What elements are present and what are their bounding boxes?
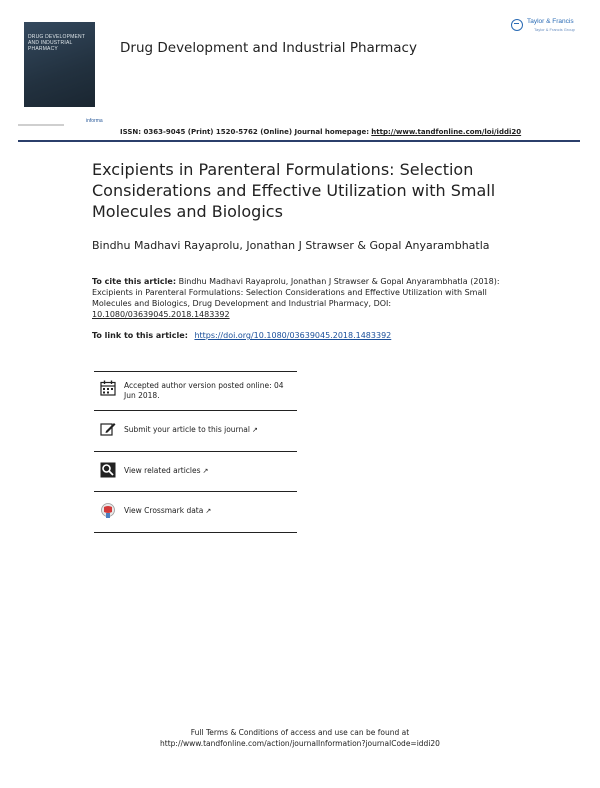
footer-terms-link[interactable]: http://www.tandfonline.com/action/journalInformation?journalCode=iddi20 xyxy=(160,739,440,748)
link-label: To link to this article: xyxy=(92,331,188,340)
related-articles-link[interactable] xyxy=(124,466,294,476)
crossmark-item[interactable] xyxy=(94,492,297,533)
cite-label: To cite this article: xyxy=(92,277,177,286)
pencil-edit-icon xyxy=(100,421,116,437)
issn-line xyxy=(120,128,521,136)
magnifier-icon xyxy=(100,462,116,478)
external-link-icon: ↗ xyxy=(205,507,212,515)
calendar-icon xyxy=(100,380,116,396)
cover-title: DRUG DEVELOPMENT AND INDUSTRIAL PHARMACY xyxy=(28,34,86,52)
cite-text: Bindhu Madhavi Rayaprolu, Jonathan J Strawser & Gopal Anyarambhatla (2018): Excipients in Parenteral Formulations: Selection Considerations and Effective Utilization with Small Molecules and Biologics, Drug Development and Industrial Pharmacy, DOI: xyxy=(92,277,500,308)
related-articles-item[interactable] xyxy=(94,452,297,492)
publisher-subname: Taylor & Francis Group xyxy=(534,27,575,32)
submit-article-label: Submit your article to this journal xyxy=(124,425,250,434)
cover-strip xyxy=(18,124,64,126)
article-authors: Bindhu Madhavi Rayaprolu, Jonathan J Strawser & Gopal Anyarambhatla xyxy=(92,239,490,252)
journal-cover-image xyxy=(24,22,95,107)
crossmark-icon xyxy=(100,503,116,519)
external-link-icon: ↗ xyxy=(251,426,258,434)
submit-article-link[interactable] xyxy=(124,425,294,435)
issn-text: ISSN: 0363-9045 (Print) 1520-5762 (Online) Journal homepage: xyxy=(120,128,370,136)
article-actions xyxy=(94,371,297,533)
submit-article-item[interactable] xyxy=(94,411,297,452)
informa-badge: informa xyxy=(86,118,103,124)
logo-circle-icon xyxy=(511,19,523,31)
footer-line-1: Full Terms & Conditions of access and use can be found at xyxy=(190,728,410,737)
citation-block xyxy=(92,276,502,320)
article-link-line xyxy=(92,331,391,340)
header-divider xyxy=(18,140,580,142)
accepted-version-item xyxy=(94,371,297,411)
accepted-version-text: Accepted author version posted online: 04 Jun 2018. xyxy=(124,381,284,400)
related-articles-label: View related articles xyxy=(124,466,201,475)
taylor-francis-logo-icon xyxy=(511,17,583,37)
article-doi-link[interactable]: https://doi.org/10.1080/03639045.2018.1483392 xyxy=(194,331,392,340)
journal-title: Drug Development and Industrial Pharmacy xyxy=(120,40,417,56)
journal-homepage-link[interactable]: http://www.tandfonline.com/loi/iddi20 xyxy=(371,128,522,136)
crossmark-link[interactable] xyxy=(124,506,294,516)
terms-footer xyxy=(0,727,600,749)
publisher-name: Taylor & Francis xyxy=(527,18,574,25)
external-link-icon: ↗ xyxy=(202,467,209,475)
cite-doi-link[interactable]: 10.1080/03639045.2018.1483392 xyxy=(92,310,230,319)
article-title: Excipients in Parenteral Formulations: Selection Considerations and Effective Utilization with Small Molecules and Biologics xyxy=(92,160,496,221)
crossmark-label: View Crossmark data xyxy=(124,506,204,515)
